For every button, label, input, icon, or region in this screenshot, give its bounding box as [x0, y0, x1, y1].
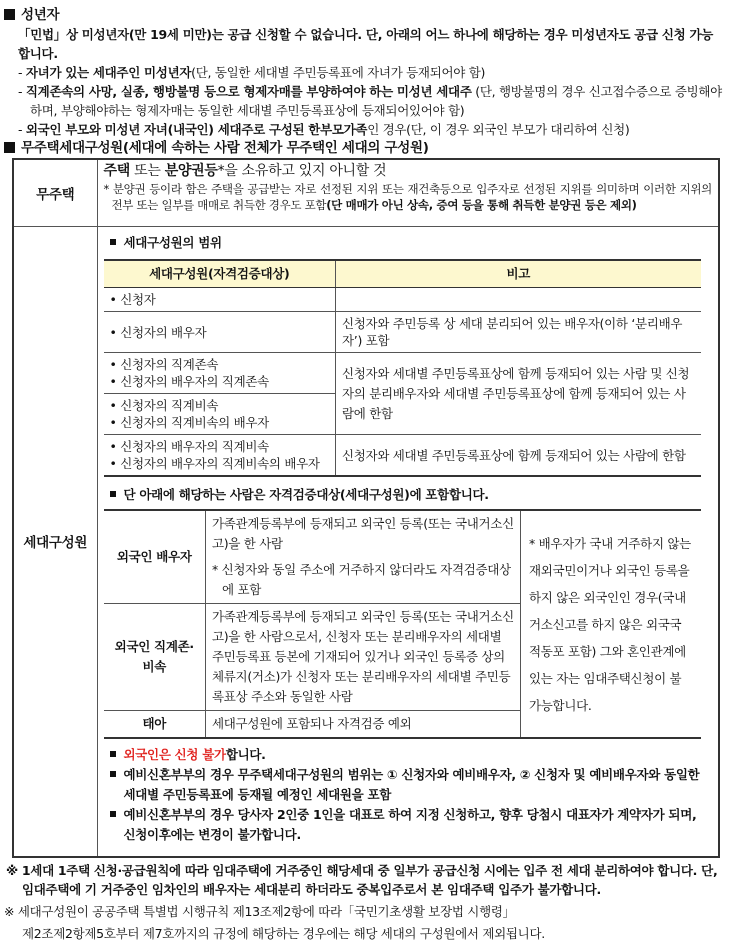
- minor-item: - 외국인 부모와 미성년 자녀(내국인) 세대주로 구성된 한부모가족인 경우(단, 이 경우 외국인 부모가 대리하여 신청): [18, 122, 630, 137]
- table-row: • 신청자의 직계비속 • 신청자의 직계비속의 배우자: [104, 394, 701, 435]
- member-scope-table: 세대구성원(자격검증대상) 비고 • 신청자 • 신청자의 배우자 신청자와 주민등록 상 세대 분리되어 있는 배우자(이하 ‘분리배우자’) 포함 • 신청자의 직계존속 • 신청자의 배우자의 직계존속 신청자와 세대별 주민등록표상에 함께 등재되어 있는 사람 및 신청자의 분리배우자와 세대별 주민등록표상에 함께 등재되어 있는 사람에 한함 • 신청자의 직계비속 • 신청자의 직계비속의 배우자 • 신청자의 배우자의 직계비속 • 신청자의 배우자의 직계비속의 배우자 신청자와 세대별 주민등록표상에 함께 등재되어 있는 사람에 한함: [104, 259, 701, 478]
- table-row: • 신청자: [104, 288, 701, 312]
- include-table: [104, 509, 701, 739]
- include-title: 단 아래에 해당하는 사람은 자격검증대상(세대구성원)에 포함합니다.: [98, 477, 719, 505]
- table-row: • 신청자의 배우자 신청자와 주민등록 상 세대 분리되어 있는 배우자(이하 ‘분리배우자’) 포함: [104, 312, 701, 353]
- presale-note: * 분양권 등이라 함은 주택을 공급받는 자로 선정된 지위 또는 재건축등으로 입주자로 선정된 지위를 의미하며 이러한 지위의 전부 또는 일부를 매매로 취득한 경우도 포함(단 매매가 아닌 상속, 증여 등을 통해 취득한 분양권 등은 제외): [103, 182, 712, 212]
- footnotes: ※ 1세대 1주택 신청·공급원칙에 따라 임대주택에 거주중인 해당세대 중 일부가 공급신청 시에는 입주 전 세대 분리하여야 합니다. 단, 임대주택에 기 거주중인 임차인의 배우자는 세대분리 하더라도 중복입주로서 본 임대주택 입주가 불가합니다. ※ 세대구성원이 공공주택 특별법 시행규칙 제13조제2항에 따라「국민기초생활 보장법 시행령」 제2조제2항제5호부터 제7호까지의 규정에 해당하는 경우에는 해당 세대의 구성원에서 제외됩니다.: [4, 863, 718, 941]
- no-house-label: 무주택: [13, 159, 97, 226]
- square-bullet-icon: [4, 9, 15, 20]
- household-table: [12, 158, 720, 858]
- section-heading-household: 무주택세대구성원(세대에 속하는 사람 전체가 무주택인 세대의 구성원): [4, 136, 429, 156]
- table-row: • 신청자의 직계존속 • 신청자의 배우자의 직계존속 신청자와 세대별 주민등록표상에 함께 등재되어 있는 사람 및 신청자의 분리배우자와 세대별 주민등록표상에 함께 등재되어 있는 사람에 한함: [104, 353, 701, 394]
- table-row: 태아 세대구성원에 포함되나 자격검증 예외: [104, 711, 701, 739]
- table-row: • 신청자의 배우자의 직계비속 • 신청자의 배우자의 직계비속의 배우자 신청자와 세대별 주민등록표상에 함께 등재되어 있는 사람에 한함: [104, 435, 701, 477]
- minor-item: - 자녀가 있는 세대주인 미성년자(단, 동일한 세대별 주민등록표에 자녀가 등재되어야 함): [18, 65, 486, 80]
- members-content: [97, 226, 719, 857]
- table-row: 외국인 직계존·비속 가족관계등록부에 등재되고 외국인 등록(또는 국내거소신고)을 한 사람으로서, 신청자 또는 분리배우자의 세대별 주민등록표 등본에 기재되어 있거나 외국인 등록증 상의 체류지(거소)가 신청자 또는 분리배우자의 세대별 주민등록표상 주소와 동일한 사람: [104, 604, 701, 711]
- table-row: 외국인 배우자 가족관계등록부에 등재되고 외국인 등록(또는 국내거소신고)을 한 사람 * 신청자와 동일 주소에 거주하지 않더라도 자격검증대상에 포함 * 배우자가 국내 거주하지 않는 재외국민이거나 외국인 등록을 하지 않은 외국인인 경우(국내거소신고를 하지 않은 외국국적동포 포함) 그와 혼인관계에 있는 자는 임대주택신청이 불가능합니다.: [104, 510, 701, 604]
- members-label: 세대구성원: [13, 226, 97, 857]
- section-adult-body: [18, 25, 724, 139]
- member-bullets: 외국인은 신청 불가합니다. 예비신혼부부의 경우 무주택세대구성원의 범위는 ① 신청자와 예비배우자, ② 신청자 및 예비배우자와 동일한 세대별 주민등록표에 등재될 예정인 세대원을 포함 예비신혼부부의 경우 당사자 2인중 1인을 대표로 하여 지정 신청하고, 향후 당첨시 대표자가 계약자가 되며, 신청이후에는 변경이 불가합니다.: [98, 739, 719, 845]
- minor-intro: 「민법」상 미성년자(만 19세 미만)는 공급 신청할 수 없습니다. 단, 아래의 어느 하나에 해당하는 경우 미성년자도 공급 신청 가능합니다.: [18, 27, 714, 61]
- no-house-content: 주택 또는 분양권등*을 소유하고 있지 아니할 것 * 분양권 등이라 함은 주택을 공급받는 자로 선정된 지위 또는 재건축등으로 입주자로 선정된 지위를 의미하며 이러한 지위의 전부 또는 일부를 매매로 취득한 경우도 포함(단 매매가 아닌 상속, 증여 등을 통해 취득한 분양권 등은 제외): [97, 159, 719, 226]
- scope-title: 세대구성원의 범위: [98, 227, 719, 253]
- square-bullet-icon: [4, 142, 15, 153]
- section-heading-adult: 성년자: [4, 3, 59, 23]
- minor-item: - 직계존속의 사망, 실종, 행방불명 등으로 형제자매를 부양하여야 하는 미성년 세대주 (단, 행방불명의 경우 신고접수증으로 증빙해야하며, 부양해야하는 형제자매는 동일한 세대별 주민등록표상에 등재되어있어야 함): [18, 84, 722, 118]
